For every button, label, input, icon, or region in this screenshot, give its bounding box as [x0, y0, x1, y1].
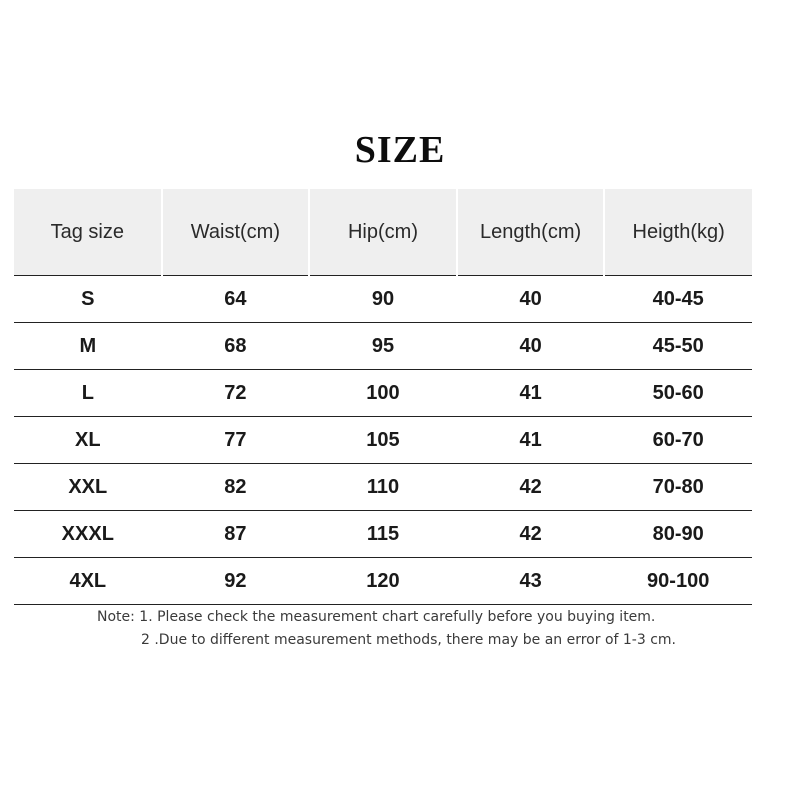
cell-weight: 50-60	[604, 370, 752, 417]
cell-hip: 90	[309, 276, 457, 323]
cell-weight: 70-80	[604, 464, 752, 511]
cell-tag-size: S	[14, 276, 162, 323]
cell-length: 42	[457, 464, 605, 511]
cell-hip: 115	[309, 511, 457, 558]
header-row	[14, 189, 752, 276]
measurement-notes	[97, 606, 676, 652]
cell-weight: 60-70	[604, 417, 752, 464]
cell-hip: 95	[309, 323, 457, 370]
table-row	[14, 464, 752, 511]
header-hip: Hip(cm)	[309, 189, 457, 276]
cell-tag-size: XXXL	[14, 511, 162, 558]
page-title: SIZE	[354, 129, 446, 171]
table-row	[14, 276, 752, 323]
cell-weight: 45-50	[604, 323, 752, 370]
cell-waist: 77	[162, 417, 310, 464]
cell-weight: 90-100	[604, 558, 752, 605]
cell-waist: 64	[162, 276, 310, 323]
cell-hip: 120	[309, 558, 457, 605]
note-line: Note: 1. Please check the measurement chart carefully before you buying item.	[97, 609, 656, 625]
cell-tag-size: XXL	[14, 464, 162, 511]
cell-weight: 80-90	[604, 511, 752, 558]
cell-tag-size: L	[14, 370, 162, 417]
table-row	[14, 417, 752, 464]
table-body	[14, 276, 752, 605]
header-weight: Heigth(kg)	[604, 189, 752, 276]
cell-tag-size: 4XL	[14, 558, 162, 605]
cell-tag-size: M	[14, 323, 162, 370]
note-line: 2 .Due to different measurement methods, there may be an error of 1-3 cm.	[141, 632, 677, 648]
header-waist: Waist(cm)	[162, 189, 310, 276]
table-row	[14, 323, 752, 370]
cell-hip: 105	[309, 417, 457, 464]
header-tag-size: Tag size	[14, 189, 162, 276]
cell-weight: 40-45	[604, 276, 752, 323]
table-row	[14, 511, 752, 558]
cell-tag-size: XL	[14, 417, 162, 464]
cell-waist: 72	[162, 370, 310, 417]
cell-length: 41	[457, 417, 605, 464]
cell-length: 41	[457, 370, 605, 417]
table-row	[14, 558, 752, 605]
header-length: Length(cm)	[457, 189, 605, 276]
table-row	[14, 370, 752, 417]
cell-length: 42	[457, 511, 605, 558]
cell-waist: 82	[162, 464, 310, 511]
cell-waist: 68	[162, 323, 310, 370]
table-header	[14, 189, 752, 276]
cell-length: 40	[457, 323, 605, 370]
cell-hip: 110	[309, 464, 457, 511]
cell-length: 43	[457, 558, 605, 605]
cell-waist: 92	[162, 558, 310, 605]
cell-hip: 100	[309, 370, 457, 417]
cell-length: 40	[457, 276, 605, 323]
cell-waist: 87	[162, 511, 310, 558]
size-chart-table	[14, 189, 752, 605]
